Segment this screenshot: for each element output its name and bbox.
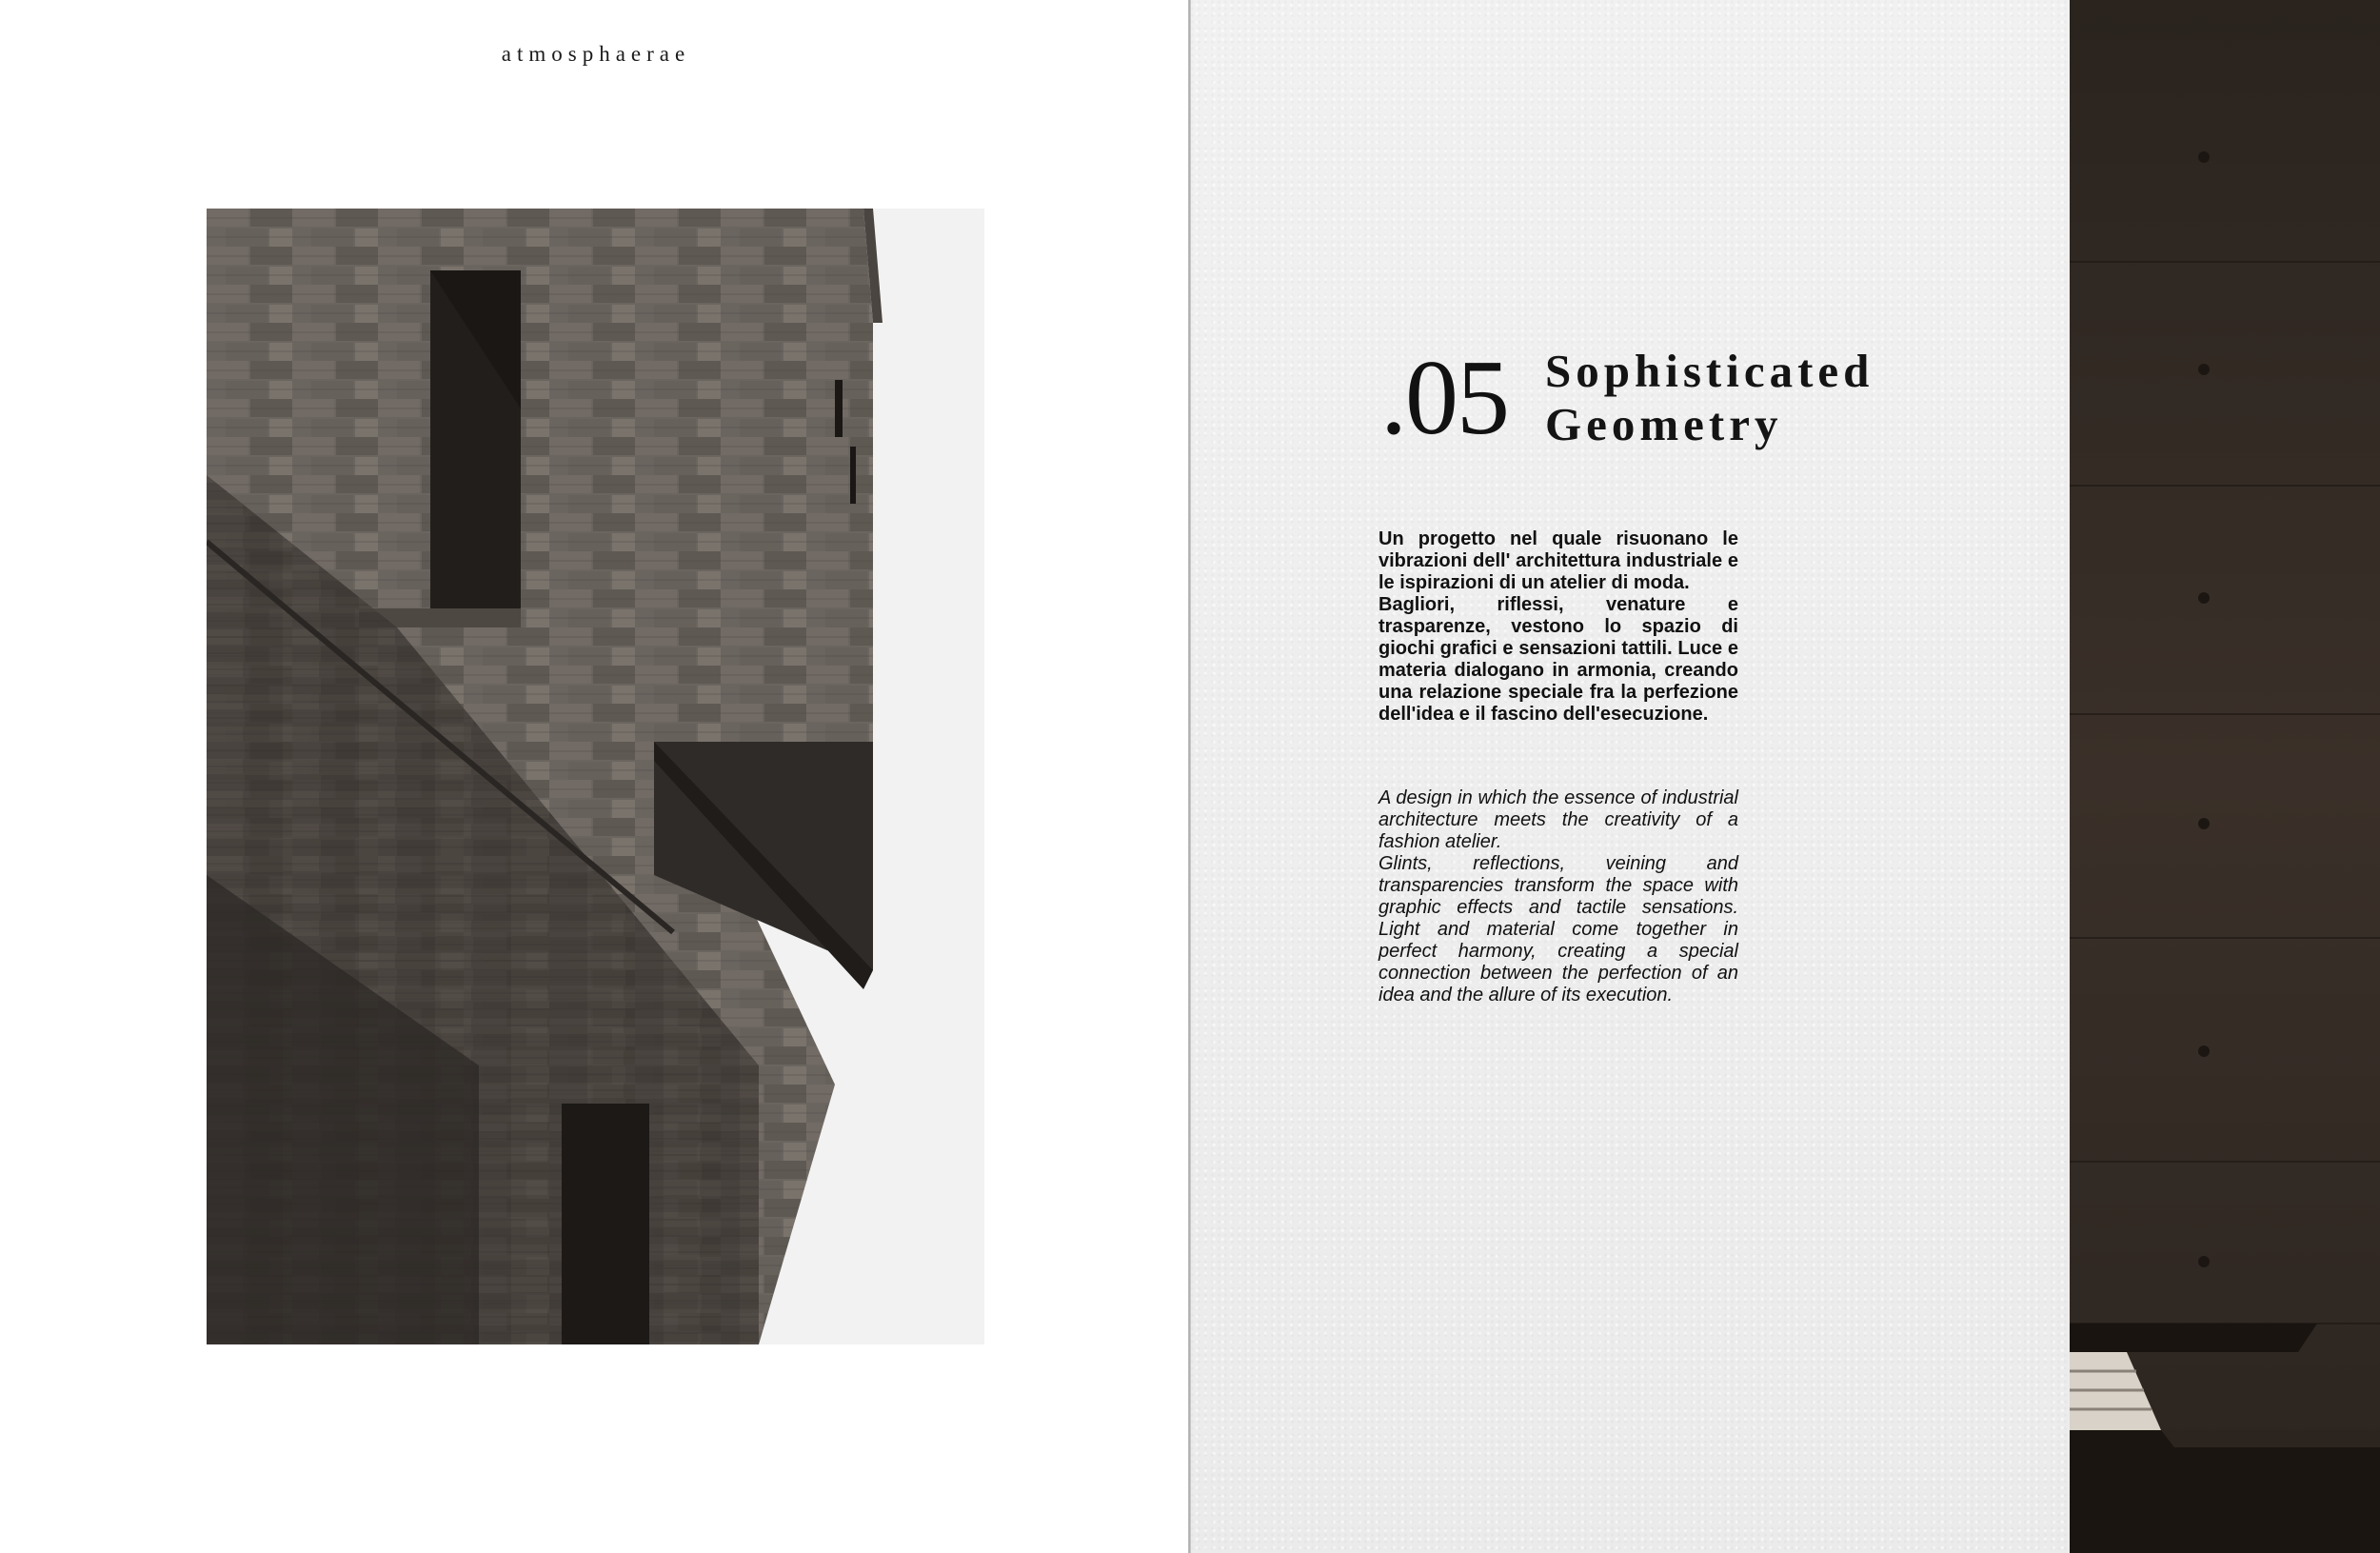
section-number: .05: [1380, 339, 1508, 457]
body-text-italian-paragraph-2: Bagliori, riflessi, venature e trasparenze, vestono lo spazio di giochi grafici e sensazioni tattili. Luce e materia dialogano in armonia, creando una relazione speciale fra la perfezione dell'idea e il fascino dell'esecuzione.: [1378, 594, 1738, 725]
concrete-interior-photo: [2070, 0, 2380, 1553]
brand-name: atmosphaerae: [501, 42, 691, 66]
building-photo-illustration: [207, 209, 984, 1344]
concrete-interior-illustration: [2070, 0, 2380, 1553]
body-text-english: [1378, 787, 1738, 1006]
body-text-english-paragraph-2: Glints, reflections, veining and transparencies transform the space with graphic effects and tactile sensations. Light and material come together in perfect harmony, creating a special connection between the perfection of an idea and the allure of its execution.: [1378, 853, 1738, 1005]
body-text-italian: [1378, 528, 1738, 726]
body-text-italian-paragraph-1: Un progetto nel quale risuonano le vibrazioni dell' architettura industriale e le ispirazioni di un atelier di moda.: [1378, 528, 1738, 593]
section-title-line-2: Geometry: [1545, 398, 1783, 450]
right-page: [1191, 0, 2070, 1553]
section-title: [1545, 345, 1874, 451]
section-title-line-1: Sophisticated: [1545, 345, 1874, 397]
body-text-english-paragraph-1: A design in which the essence of industrial architecture meets the creativity of a fashion atelier.: [1378, 787, 1738, 852]
left-page: [0, 0, 1188, 1553]
building-photo: [207, 209, 984, 1344]
